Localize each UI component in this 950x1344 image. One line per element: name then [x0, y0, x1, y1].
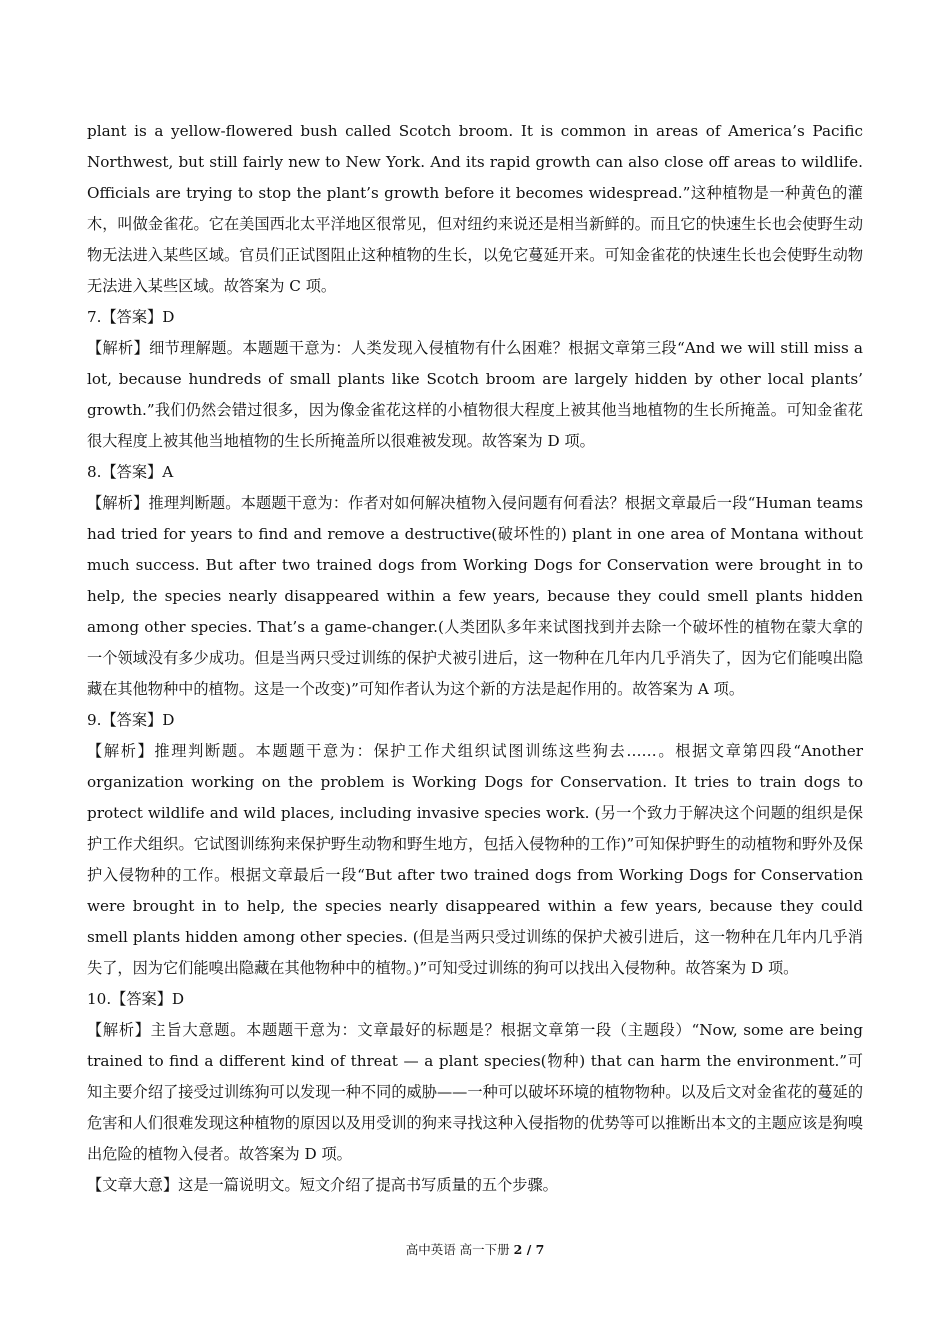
article-summary: 【文章大意】这是一篇说明文。短文介绍了提高书写质量的五个步骤。 [87, 1176, 558, 1194]
explanation-10: 【解析】主旨大意题。本题题干意为：文章最好的标题是？根据文章第一段（主题段）“Now, some are being trained to find a different kind of threat — a plant species(物种) that can harm the environment.”可知主要介绍了接受过训练狗可以发现一种不同的威胁——一种可以破坏环境的植物物种。以及后文对金雀花的蔓延的危害和人们很难发现这种植物的原因以及用受训的狗来寻找这种入侵指物的优势等可以推断出本文的主题应该是狗嗅出危险的植物入侵者。故答案为 D 项。 [87, 1021, 863, 1163]
page-number: 2 / 7 [513, 1242, 545, 1257]
page-body [87, 116, 863, 1201]
answer-10-heading: 10.【答案】D [87, 990, 185, 1008]
answer-7-heading: 7.【答案】D [87, 308, 175, 326]
explanation-7: 【解析】细节理解题。本题题干意为：人类发现入侵植物有什么困难？根据文章第三段“And we will still miss a lot, because hundreds of small plants like Scotch broom are largely hidden by other local plants’ growth.”我们仍然会错过很多，因为像金雀花这样的小植物很大程度上被其他当地植物的生长所掩盖。可知金雀花很大程度上被其他当地植物的生长所掩盖所以很难被发现。故答案为 D 项。 [87, 339, 863, 450]
paragraph-scotch-broom-continued: plant is a yellow-flowered bush called Scotch broom. It is common in areas of America’s Pacific Northwest, but still fairly new to New York. And its rapid growth can also close off areas to wildlife. Officials are trying to stop the plant’s growth before it becomes widespread.”这种植物是一种黄色的灌木，叫做金雀花。它在美国西北太平洋地区很常见，但对纽约来说还是相当新鲜的。而且它的快速生长也会使野生动物无法进入某些区域。官员们正试图阻止这种植物的生长，以免它蔓延开来。可知金雀花的快速生长也会使野生动物无法进入某些区域。故答案为 C 项。 [87, 122, 863, 295]
footer-text: 高中英语 高一下册 [405, 1242, 514, 1257]
explanation-9: 【解析】推理判断题。本题题干意为：保护工作犬组织试图训练这些狗去……。根据文章第四段“Another organization working on the problem is Working Dogs for Conservation. It tries to train dogs to protect wildlife and wild places, including invasive species work. (另一个致力于解决这个问题的组织是保护工作犬组织。它试图训练狗来保护野生动物和野生地方，包括入侵物种的工作)”可知保护野生的动植物和野外及保护入侵物种的工作。根据文章最后一段“But after two trained dogs from Working Dogs for Conservation were brought in to help, the species nearly disappeared within a few years, because they could smell plants hidden among other species. (但是当两只受过训练的保护犬被引进后，这一物种在几年内几乎消失了，因为它们能嗅出隐藏在其他物种中的植物。)”可知受过训练的狗可以找出入侵物种。故答案为 D 项。 [87, 742, 863, 977]
answer-9-heading: 9.【答案】D [87, 711, 175, 729]
explanation-8: 【解析】推理判断题。本题题干意为：作者对如何解决植物入侵问题有何看法？根据文章最后一段“Human teams had tried for years to find and remove a destructive(破坏性的) plant in one area of Montana without much success. But after two trained dogs from Working Dogs for Conservation were brought in to help, the species nearly disappeared within a few years, because they could smell plants hidden among other species. That’s a game-changer.(人类团队多年来试图找到并去除一个破坏性的植物在蒙大拿的一个领域没有多少成功。但是当两只受过训练的保护犬被引进后，这一物种在几年内几乎消失了，因为它们能嗅出隐藏在其他物种中的植物。这是一个改变)”可知作者认为这个新的方法是起作用的。故答案为 A 项。 [87, 494, 863, 698]
page-footer [0, 1240, 950, 1258]
answer-8-heading: 8.【答案】A [87, 463, 174, 481]
